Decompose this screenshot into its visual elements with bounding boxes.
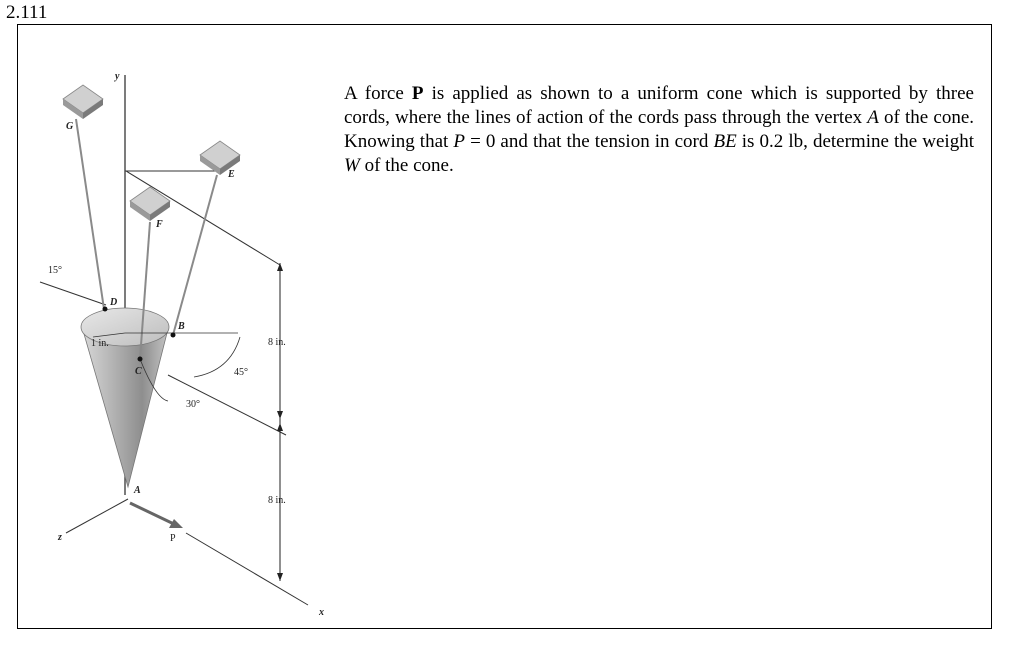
problem-statement — [344, 82, 974, 178]
force-p-arrow — [130, 503, 176, 525]
point-c — [138, 357, 143, 362]
statement-text-3: of the cone. Knowing that — [344, 107, 975, 152]
z-axis-line — [66, 499, 128, 533]
label-c: C — [135, 366, 142, 377]
label-radius: 1 in. — [91, 338, 109, 349]
force-p-bold: P — [411, 83, 424, 104]
weight-w-italic: W — [344, 155, 360, 176]
label-g: G — [66, 121, 74, 132]
statement-text-2: is applied as shown to a uniform cone which is supported by three cords, where the lines of action of the cords pass through the vertex — [344, 83, 974, 128]
statement-text-1: A force — [344, 83, 412, 104]
label-dim-upper: 8 in. — [268, 337, 286, 348]
point-b — [171, 333, 176, 338]
cone-body — [82, 327, 168, 487]
label-dim-lower: 8 in. — [268, 495, 286, 506]
label-angle-45: 45° — [234, 367, 248, 378]
angle-15-line — [40, 282, 106, 305]
support-g — [63, 85, 103, 119]
label-e: E — [228, 169, 235, 180]
label-angle-30: 30° — [186, 399, 200, 410]
cord-be-italic: BE — [713, 131, 737, 152]
problem-number: 2.111 — [6, 2, 48, 23]
label-b: B — [178, 321, 185, 332]
dim-arrow-bottom — [277, 573, 283, 581]
problem-frame — [17, 24, 992, 629]
label-p: P — [170, 533, 176, 544]
label-z: z — [58, 532, 62, 543]
vertex-a-italic: A — [867, 107, 879, 128]
support-f — [130, 187, 170, 221]
label-x: x — [319, 607, 324, 618]
label-a: A — [134, 485, 141, 496]
label-angle-15: 15° — [48, 265, 62, 276]
statement-text-4: = 0 and that the tension in cord — [464, 131, 714, 152]
lower-diagonal-line — [186, 533, 308, 605]
cord-d-g — [76, 119, 104, 309]
p-italic: P — [453, 131, 465, 152]
dim-arrow-mid-up — [277, 411, 283, 419]
dim-arrow-mid-down — [277, 423, 283, 431]
label-y: y — [115, 71, 120, 82]
cone-figure — [18, 25, 338, 625]
label-d: D — [110, 297, 118, 308]
point-d — [103, 307, 108, 312]
statement-text-5: is 0.2 lb, determine the weight — [736, 131, 974, 152]
label-f: F — [156, 219, 163, 230]
cord-b-e — [173, 175, 217, 335]
statement-text-6: of the cone. — [359, 155, 454, 176]
